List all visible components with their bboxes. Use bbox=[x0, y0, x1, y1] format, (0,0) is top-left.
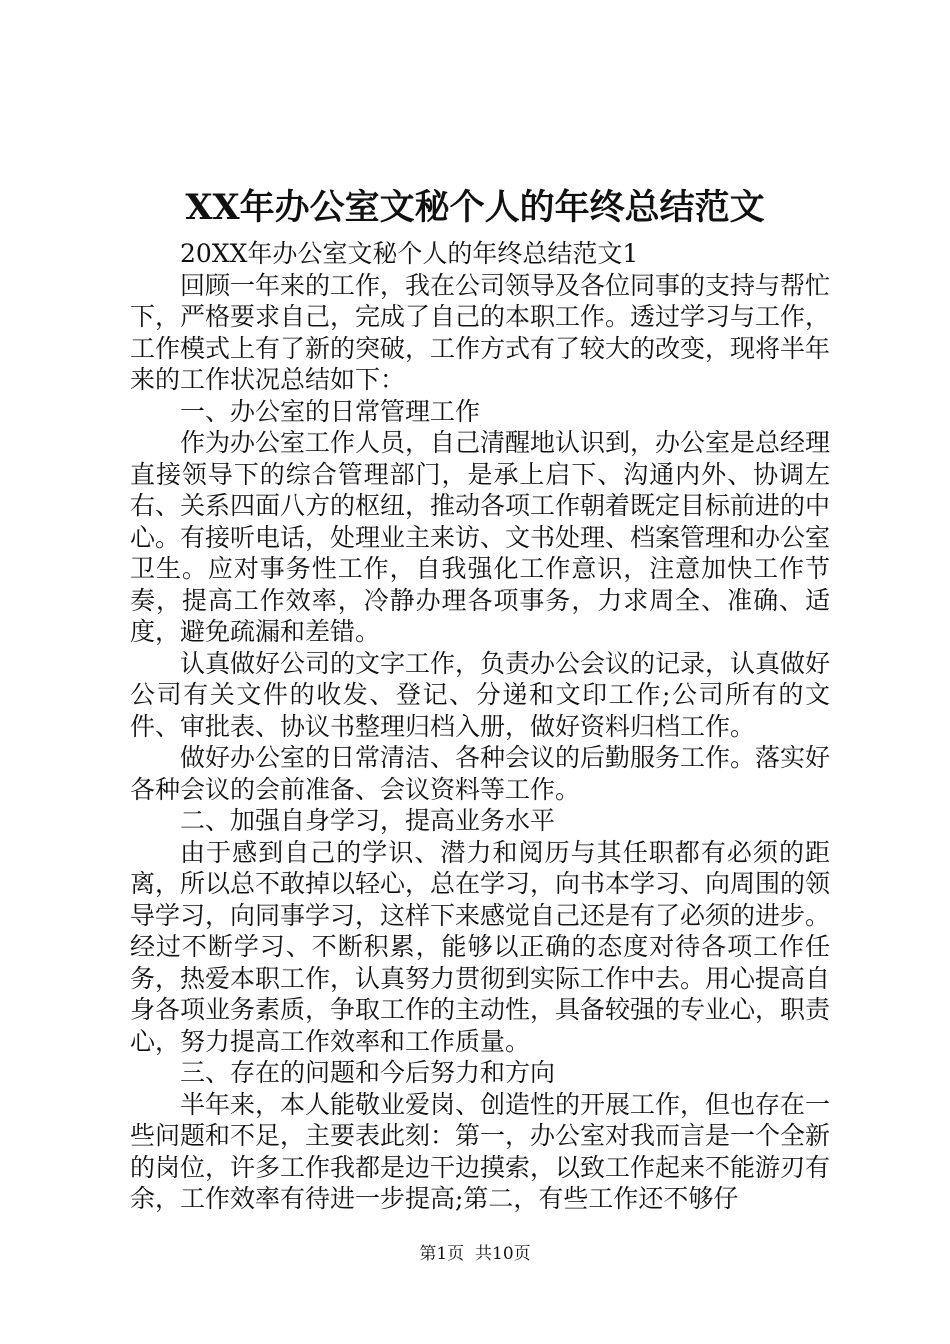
page-total: 共10页 bbox=[475, 1244, 531, 1264]
body-paragraph: 由于感到自己的学识、潜力和阅历与其任职都有必须的距离，所以总不敢掉以轻心，总在学习，向书本学习、向周围的领导学习，向同事学习，这样下来感觉自己还是有了必须的进步。经过不断学习、不断积累，能够以正确的态度对待各项工作任务，热爱本职工作，认真努力贯彻到实际工作中去。用心提高自身各项业务素质，争取工作的主动性，具备较强的专业心，职责心，努力提高工作效率和工作质量。 bbox=[130, 837, 831, 1056]
document-title: XX年办公室文秘个人的年终总结范文 bbox=[185, 187, 765, 228]
body-paragraph: 作为办公室工作人员，自己清醒地认识到，办公室是总经理直接领导下的综合管理部门，是承上启下、沟通内外、协调左右、关系四面八方的枢纽，推动各项工作朝着既定目标前进的中心。有接听电话，处理业主来访、文书处理、档案管理和办公室卫生。应对事务性工作，自我强化工作意识，注意加快工作节奏，提高工作效率，冷静办理各项事务，力求周全、准确、适度，避免疏漏和差错。 bbox=[130, 428, 831, 646]
section-heading: 一、办公室的日常管理工作 bbox=[180, 396, 481, 426]
footer-spacer bbox=[464, 1244, 475, 1264]
document-body bbox=[130, 238, 830, 1215]
body-paragraph: 认真做好公司的文字工作，负责办公会议的记录，认真做好公司有关文件的收发、登记、分递和文印工作;公司所有的文件、审批表、协议书整理归档入册，做好资料归档工作。 bbox=[130, 648, 831, 741]
body-paragraph: 做好办公室的日常清洁、各种会议的后勤服务工作。落实好各种会议的会前准备、会议资料等工作。 bbox=[130, 743, 831, 804]
body-paragraph: 半年来，本人能敬业爱岗、创造性的开展工作，但也存在一些问题和不足，主要表此刻：第一，办公室对我而言是一个全新的岗位，许多工作我都是边干边摸索，以致工作起来不能游刃有余，工作效率有待进一步提高;第二，有些工作还不够仔 bbox=[130, 1089, 831, 1213]
section-heading: 二、加强自身学习，提高业务水平 bbox=[180, 806, 556, 835]
page-footer bbox=[0, 1242, 950, 1266]
body-paragraph: 回顾一年来的工作，我在公司领导及各位同事的支持与帮忙下，严格要求自己，完成了自己的本职工作。透过学习与工作，工作模式上有了新的突破，工作方式有了较大的改变，现将半年来的工作状况总结如下： bbox=[130, 270, 831, 394]
page-number: 第1页 bbox=[419, 1244, 465, 1264]
subtitle-paragraph: 20XX年办公室文秘个人的年终总结范文1 bbox=[180, 239, 639, 268]
section-heading: 三、存在的问题和今后努力和方向 bbox=[180, 1058, 556, 1087]
